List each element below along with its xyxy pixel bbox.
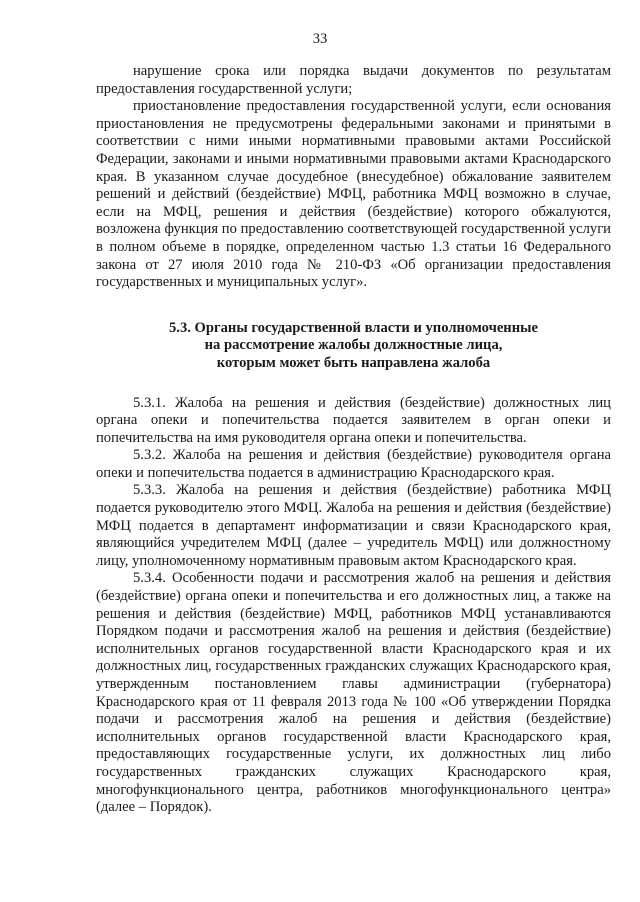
- section-paragraph-5-3-2: 5.3.2. Жалоба на решения и действия (бездействие) руководителя органа опеки и попечительства подается в администрацию Краснодарского края.: [96, 447, 611, 481]
- document-body: [96, 63, 611, 817]
- section-heading-line-3: которым может быть направлена жалоба: [216, 354, 491, 371]
- section-paragraph-5-3-3: 5.3.3. Жалоба на решения и действия (бездействие) работника МФЦ подается руководителю этого МФЦ. Жалоба на решения и действия (бездействие) МФЦ подается в департамент информатизации и связи Краснодарского края, являющийся учредителем МФЦ (далее – учредитель МФЦ) или должностному лицу, уполномоченному нормативным правовым актом Краснодарского края.: [96, 482, 611, 569]
- section-heading-line-1: 5.3. Органы государственной власти и уполномоченные: [169, 319, 538, 336]
- section-paragraph-5-3-4: 5.3.4. Особенности подачи и рассмотрения жалоб на решения и действия (бездействие) органа опеки и попечительства и его должностных лиц, а также на решения и действия (бездействие) МФЦ, работников МФЦ устанавливаются Порядком подачи и рассмотрения жалоб на решения и действия (бездействие) исполнительных органов государственной власти Краснодарского края и их должностных лиц, государственных гражданских служащих Краснодарского края, утвержденным постановлением главы администрации (губернатора) Краснодарского края от 11 февраля 2013 года № 100 «Об утверждении Порядка подачи и рассмотрения жалоб на решения и действия (бездействие) исполнительных органов государственной власти Краснодарского края, предоставляющих государственные услуги, их должностных лиц либо государственных гражданских служащих Краснодарского края, многофункционального центра, работников многофункционального центра» (далее – Порядок).: [96, 570, 611, 816]
- page-number: 33: [312, 31, 328, 47]
- intro-paragraph-1: нарушение срока или порядка выдачи документов по результатам предоставления государственной услуги;: [96, 63, 611, 97]
- section-paragraph-5-3-1: 5.3.1. Жалоба на решения и действия (бездействие) должностных лиц органа опеки и попечительства подается заявителем в орган опеки и попечительства на имя руководителя органа опеки и попечительства.: [96, 394, 611, 446]
- intro-paragraph-2: приостановление предоставления государственной услуги, если основания приостановления не предусмотрены федеральными законами и принятыми в соответствии с ними иными нормативными правовыми актами Российской Федерации, законами и иными нормативными правовыми актами Краснодарского края. В указанном случае досудебное (внесудебное) обжалование заявителем решений и действий (бездействие) МФЦ, работника МФЦ возможно в случае, если на МФЦ, решения и действия (бездействие) которого обжалуются, возложена функция по предоставлению соответствующей государственной услуги в полном объеме в порядке, определенном частью 1.3 статьи 16 Федерального закона от 27 июля 2010 года № 210-ФЗ «Об организации предоставления государственных и муниципальных услуг».: [96, 98, 611, 291]
- section-heading-line-2: на рассмотрение жалобы должностные лица,: [204, 337, 503, 354]
- section-heading: [96, 320, 611, 373]
